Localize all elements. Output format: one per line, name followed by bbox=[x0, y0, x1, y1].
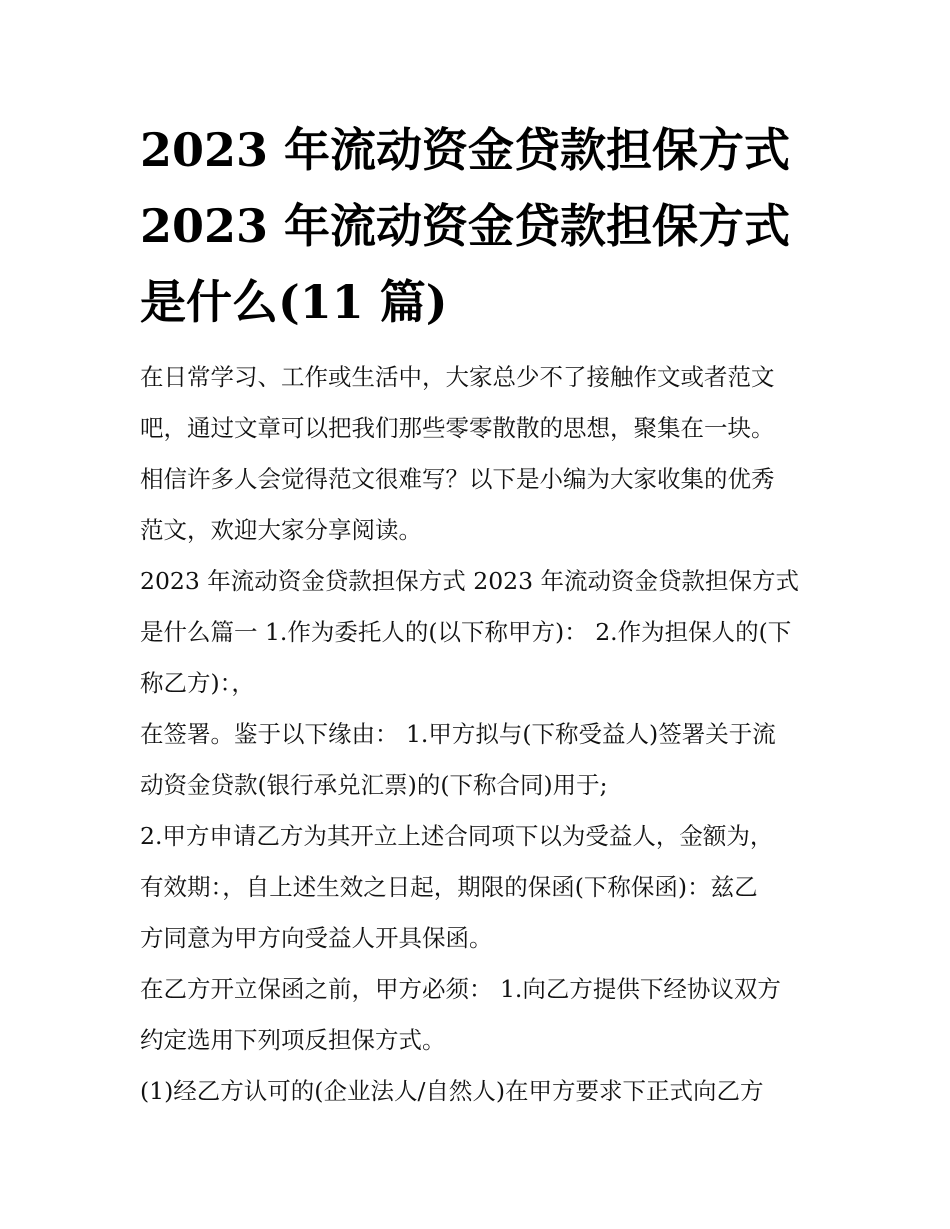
body-line: 2.甲方申请乙方为其开立上述合同项下以为受益人，金额为， bbox=[140, 822, 774, 850]
body-line: 在乙方开立保函之前，甲方必须： 1.向乙方提供下经协议双方 bbox=[140, 975, 781, 1003]
body-line: 有效期：，自上述生效之日起，期限的保函(下称保函)：兹乙 bbox=[140, 873, 758, 901]
body-line: 在签署。鉴于以下缘由： 1.甲方拟与(下称受益人)签署关于流 bbox=[140, 720, 776, 748]
title-line: 2023 年流动资金贷款担保方式 bbox=[140, 123, 791, 177]
body-line: 范文，欢迎大家分享阅读。 bbox=[140, 516, 422, 544]
body-line: 在日常学习、工作或生活中，大家总少不了接触作文或者范文 bbox=[140, 363, 775, 391]
body-line: 称乙方)：， bbox=[140, 669, 255, 697]
body-line: 动资金贷款(银行承兑汇票)的(下称合同)用于; bbox=[140, 771, 608, 799]
body-line: 2023 年流动资金贷款担保方式 2023 年流动资金贷款担保方式 bbox=[140, 567, 800, 595]
body-line: 相信许多人会觉得范文很难写？以下是小编为大家收集的优秀 bbox=[140, 465, 775, 493]
title-line: 2023 年流动资金贷款担保方式 bbox=[140, 199, 791, 253]
body-line: 约定选用下列项反担保方式。 bbox=[140, 1026, 446, 1054]
body-line: 是什么篇一 1.作为委托人的(以下称甲方)： 2.作为担保人的(下 bbox=[140, 618, 792, 646]
document-title bbox=[140, 112, 820, 340]
body-line: (1)经乙方认可的(企业法人/自然人)在甲方要求下正式向乙方 bbox=[140, 1077, 764, 1105]
title-line: 是什么(11 篇) bbox=[140, 275, 448, 329]
document-body bbox=[140, 352, 830, 1117]
body-line: 吧，通过文章可以把我们那些零零散散的思想，聚集在一块。 bbox=[140, 414, 775, 442]
body-line: 方同意为甲方向受益人开具保函。 bbox=[140, 924, 493, 952]
